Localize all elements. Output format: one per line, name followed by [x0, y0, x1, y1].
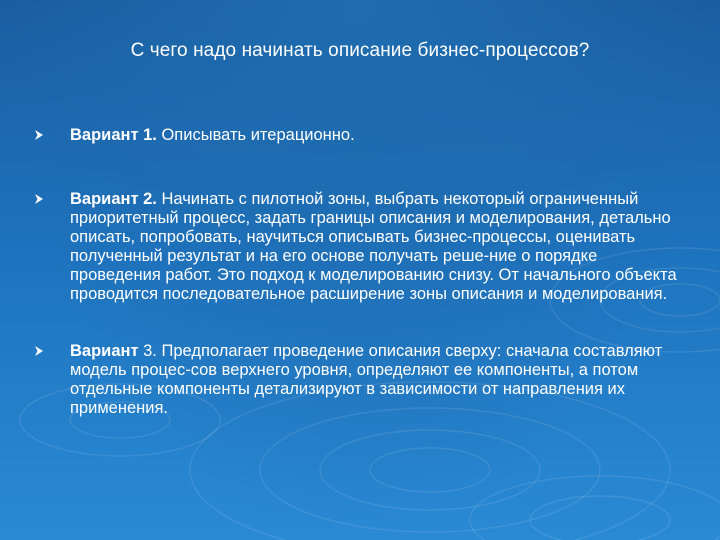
bullet-item-3 — [34, 342, 684, 418]
bullet-lead: Вариант 2. — [70, 190, 157, 208]
bullet-lead: Вариант 1. — [70, 126, 157, 144]
bullet-text — [70, 190, 684, 304]
bullet-body: 3. Предполагает проведение описания сверху: сначала составляют модель процес-сов верхнего уровня, определяют ее компоненты, а потом отдельные компоненты детализируют в зависимости от направления их применения. — [70, 342, 663, 417]
bullet-body: Начинать с пилотной зоны, выбрать некоторый ограниченный приоритетный процесс, задать границы описания и моделирования, детально описать, попробовать, научиться описывать бизнес-процессы, оценивать полученный результат и на его основе получать реше-ние о порядке проведения работ. Это подход к моделированию снизу. От начального объекта проводится последовательное расширение зоны описания и моделирования. — [70, 190, 677, 303]
bullet-item-1 — [34, 126, 684, 145]
arrow-bullet-icon — [34, 129, 44, 141]
arrow-bullet-icon — [34, 193, 44, 205]
bullet-text — [70, 342, 684, 418]
bullet-list — [34, 126, 684, 418]
slide-title: С чего надо начинать описание бизнес-процессов? — [130, 40, 590, 61]
arrow-bullet-icon — [34, 345, 44, 357]
bullet-item-2 — [34, 190, 684, 304]
bullet-lead: Вариант — [70, 342, 139, 360]
bullet-body: Описывать итерационно. — [156, 126, 355, 144]
bullet-text — [70, 126, 684, 145]
